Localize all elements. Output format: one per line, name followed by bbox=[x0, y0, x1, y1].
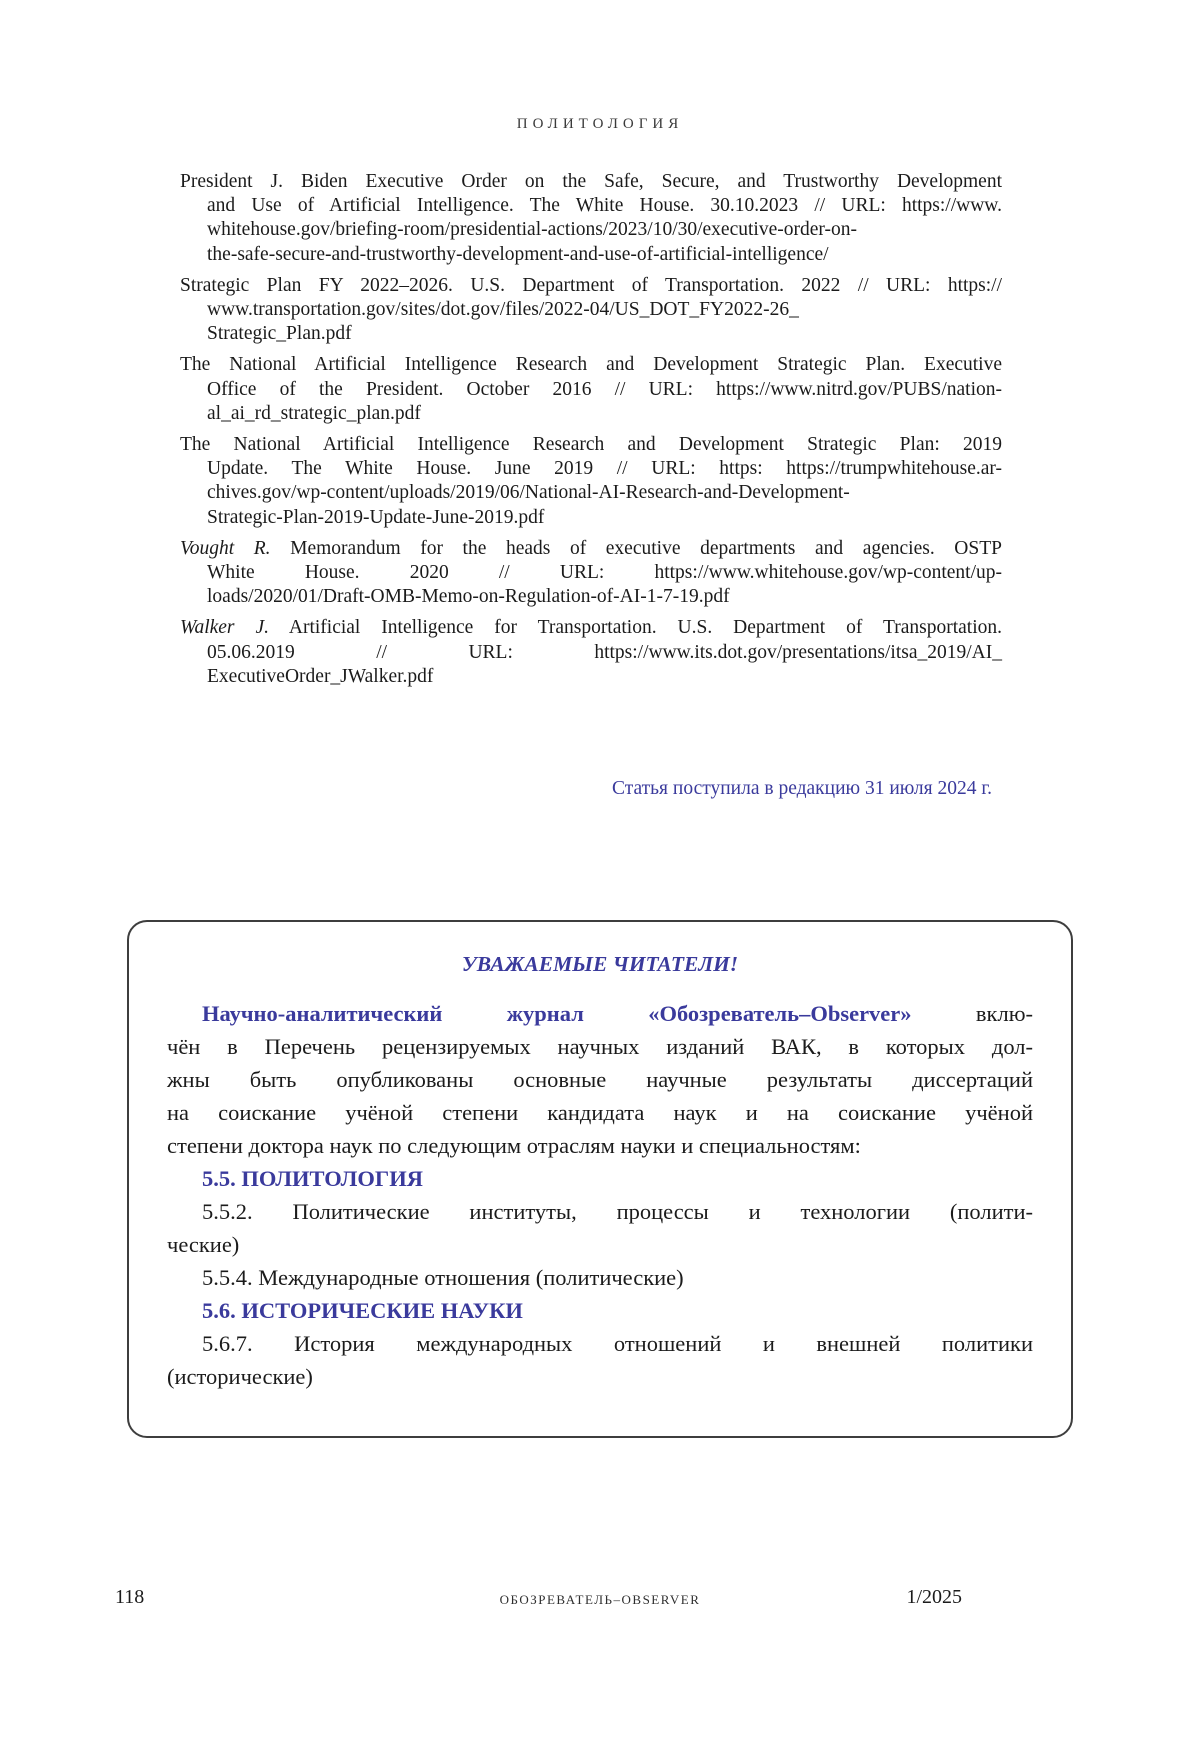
reference-line: 05.06.2019 // URL: https://www.its.dot.gov/presentations/itsa_2019/AI_ bbox=[207, 641, 1002, 663]
reference-line: loads/2020/01/Draft-OMB-Memo-on-Regulation-of-AI-1-7-19.pdf bbox=[207, 586, 730, 608]
reference-entry bbox=[180, 170, 1002, 267]
reference-line: The National Artificial Intelligence Research and Development Strategic Plan. Executive bbox=[180, 354, 1002, 376]
reference-line: President J. Biden Executive Order on the Safe, Secure, and Trustworthy Development bbox=[180, 171, 1002, 192]
notice-intro-line: чён в Перечень рецензируемых научных изданий ВАК, в которых дол- bbox=[167, 1034, 1033, 1059]
footer-journal-name: ОБОЗРЕВАТЕЛЬ–OBSERVER bbox=[499, 1592, 701, 1607]
reference-line: al_ai_rd_strategic_plan.pdf bbox=[207, 402, 421, 424]
reference-entry bbox=[180, 616, 1002, 689]
reference-line: White House. 2020 // URL: https://www.whitehouse.gov/wp-content/up- bbox=[207, 562, 1002, 584]
reference-line: Vought R. Memorandum for the heads of executive departments and agencies. OSTP bbox=[180, 537, 1002, 559]
reference-line: Strategic-Plan-2019-Update-June-2019.pdf bbox=[207, 506, 545, 528]
footer-issue: 1/2025 bbox=[906, 1586, 962, 1608]
reference-line: Strategic_Plan.pdf bbox=[207, 323, 352, 345]
running-head: ПОЛИТОЛОГИЯ bbox=[516, 116, 684, 132]
reference-entry bbox=[180, 433, 1002, 530]
specialty-line: 5.6. ИСТОРИЧЕСКИЕ НАУКИ bbox=[202, 1298, 523, 1323]
notice-title: УВАЖАЕМЫЕ ЧИТАТЕЛИ! bbox=[461, 952, 739, 976]
specialty-line: 5.5.4. Международные отношения (политические) bbox=[202, 1265, 684, 1290]
notice-intro-line: на соискание учёной степени кандидата наук и на соискание учёной bbox=[167, 1100, 1033, 1125]
reference-line: The National Artificial Intelligence Research and Development Strategic Plan: 2019 bbox=[180, 434, 1002, 456]
reference-entry bbox=[180, 353, 1002, 426]
specialty-item bbox=[167, 1327, 1033, 1393]
reference-line: and Use of Artificial Intelligence. The White House. 30.10.2023 // URL: https://www. bbox=[207, 195, 1002, 217]
reference-line: the-safe-secure-and-trustworthy-development-and-use-of-artificial-intelligence/ bbox=[207, 243, 829, 265]
reference-entry bbox=[180, 274, 1002, 347]
journal-name-emphasis: Научно-аналитический журнал «Обозреватель–Observer» bbox=[202, 1001, 912, 1026]
footer-page-number: 118 bbox=[115, 1586, 145, 1608]
reference-line: chives.gov/wp-content/uploads/2019/06/National-AI-Research-and-Development- bbox=[207, 482, 850, 504]
reference-author: Vought R. bbox=[180, 537, 271, 559]
specialty-line: (исторические) bbox=[167, 1364, 313, 1389]
references-list bbox=[180, 170, 1002, 696]
notice-intro-line: степени доктора наук по следующим отраслям науки и специальностям: bbox=[167, 1133, 861, 1158]
reference-entry bbox=[180, 537, 1002, 610]
reference-line: www.transportation.gov/sites/dot.gov/files/2022-04/US_DOT_FY2022-26_ bbox=[207, 299, 799, 321]
specialty-heading bbox=[167, 1162, 1033, 1195]
notice-intro-line: Научно-аналитический журнал «Обозреватель–Observer» вклю- bbox=[202, 1001, 1033, 1026]
notice-intro bbox=[167, 997, 1033, 1162]
specialty-line: 5.5.2. Политические институты, процессы и технологии (полити- bbox=[202, 1199, 1033, 1224]
reference-line: Office of the President. October 2016 // URL: https://www.nitrd.gov/PUBS/nation- bbox=[207, 378, 1002, 400]
received-note: Статья поступила в редакцию 31 июля 2024 г. bbox=[611, 778, 992, 799]
readers-notice-box bbox=[127, 920, 1073, 1438]
reference-line: Update. The White House. June 2019 // URL: https: https://trumpwhitehouse.ar- bbox=[207, 458, 1002, 480]
reference-line: Strategic Plan FY 2022–2026. U.S. Department of Transportation. 2022 // URL: https:// bbox=[180, 274, 1002, 296]
specialty-item bbox=[167, 1195, 1033, 1261]
specialty-line: 5.6.7. История международных отношений и внешней политики bbox=[202, 1331, 1033, 1356]
notice-specialties-list bbox=[167, 1162, 1033, 1393]
specialty-item bbox=[167, 1261, 1033, 1294]
reference-line: Walker J. Artificial Intelligence for Transportation. U.S. Department of Transportation. bbox=[180, 617, 1002, 639]
reference-line: ExecutiveOrder_JWalker.pdf bbox=[207, 665, 434, 687]
reference-line: whitehouse.gov/briefing-room/presidential-actions/2023/10/30/executive-order-on- bbox=[207, 219, 857, 241]
specialty-line: ческие) bbox=[167, 1232, 240, 1257]
specialty-line: 5.5. ПОЛИТОЛОГИЯ bbox=[202, 1166, 423, 1191]
notice-intro-line: жны быть опубликованы основные научные результаты диссертаций bbox=[167, 1067, 1033, 1092]
specialty-heading bbox=[167, 1294, 1033, 1327]
reference-author: Walker J. bbox=[180, 617, 269, 639]
